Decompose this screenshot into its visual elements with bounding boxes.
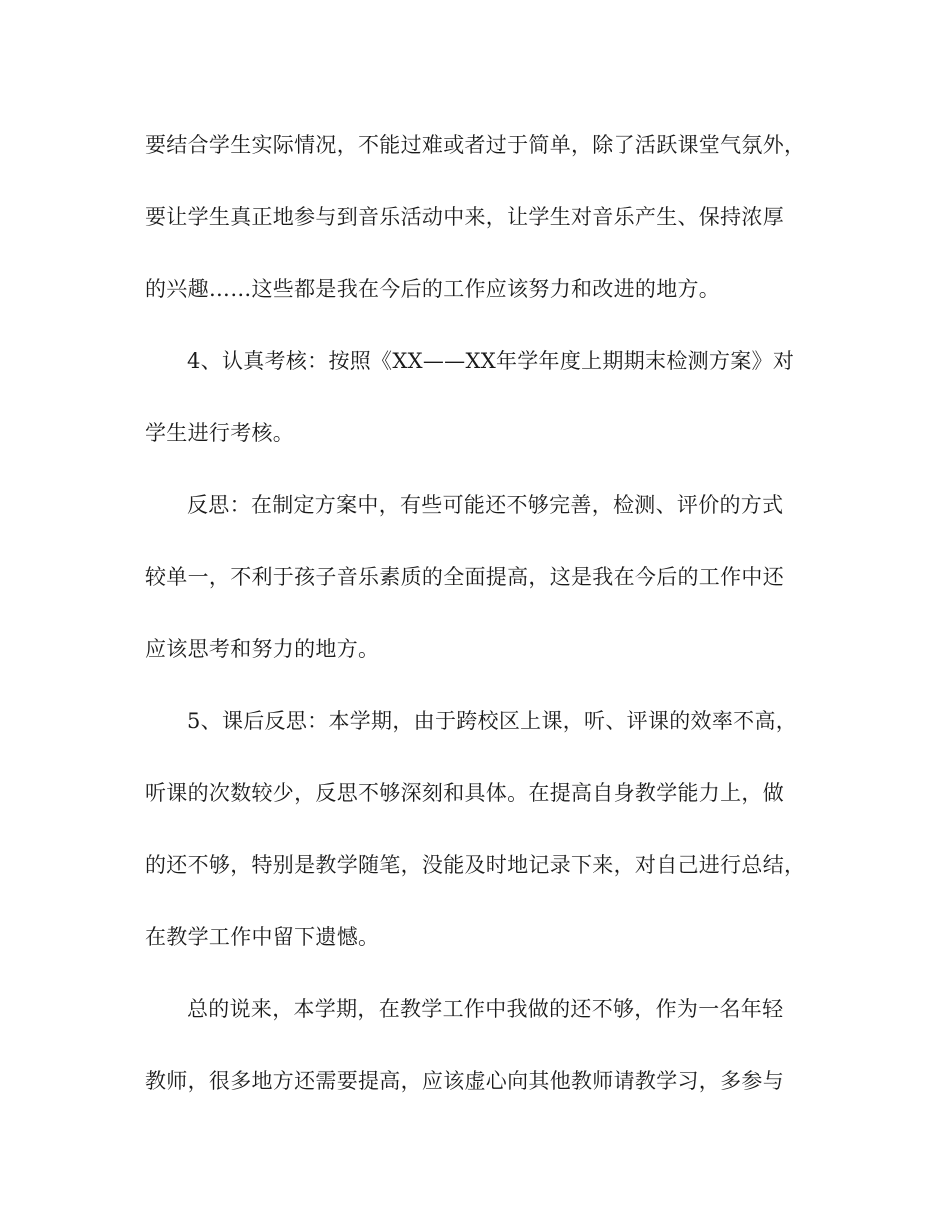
text-line: 要让学生真正地参与到音乐活动中来，让学生对音乐产生、保持浓厚 <box>145 205 784 229</box>
text-line: 教师，很多地方还需要提高，应该虚心向其他教师请教学习，多参与 <box>145 1069 784 1093</box>
paragraph-start-line: 总的说来，本学期，在教学工作中我做的还不够，作为一名年轻 <box>187 997 784 1021</box>
text-line: 在教学工作中留下遗憾。 <box>145 925 380 949</box>
paragraph-start-line: 反思：在制定方案中，有些可能还不够完善，检测、评价的方式 <box>187 493 784 517</box>
paragraph-start-line: 4、认真考核：按照《XX——XX年学年度上期期末检测方案》对 <box>187 349 795 373</box>
text-line: 的兴趣……这些都是我在今后的工作应该努力和改进的地方。 <box>145 277 721 301</box>
text-line: 听课的次数较少，反思不够深刻和具体。在提高自身教学能力上，做 <box>145 781 784 805</box>
text-line: 应该思考和努力的地方。 <box>145 637 380 661</box>
text-line: 要结合学生实际情况，不能过难或者过于简单，除了活跃课堂气氛外， <box>145 133 806 157</box>
text-line: 的还不够，特别是教学随笔，没能及时地记录下来，对自己进行总结， <box>145 853 806 877</box>
text-line: 较单一，不利于孩子音乐素质的全面提高，这是我在今后的工作中还 <box>145 565 784 589</box>
paragraph-start-line: 5、课后反思：本学期，由于跨校区上课，听、评课的效率不高， <box>187 709 798 733</box>
text-line: 学生进行考核。 <box>145 421 295 445</box>
